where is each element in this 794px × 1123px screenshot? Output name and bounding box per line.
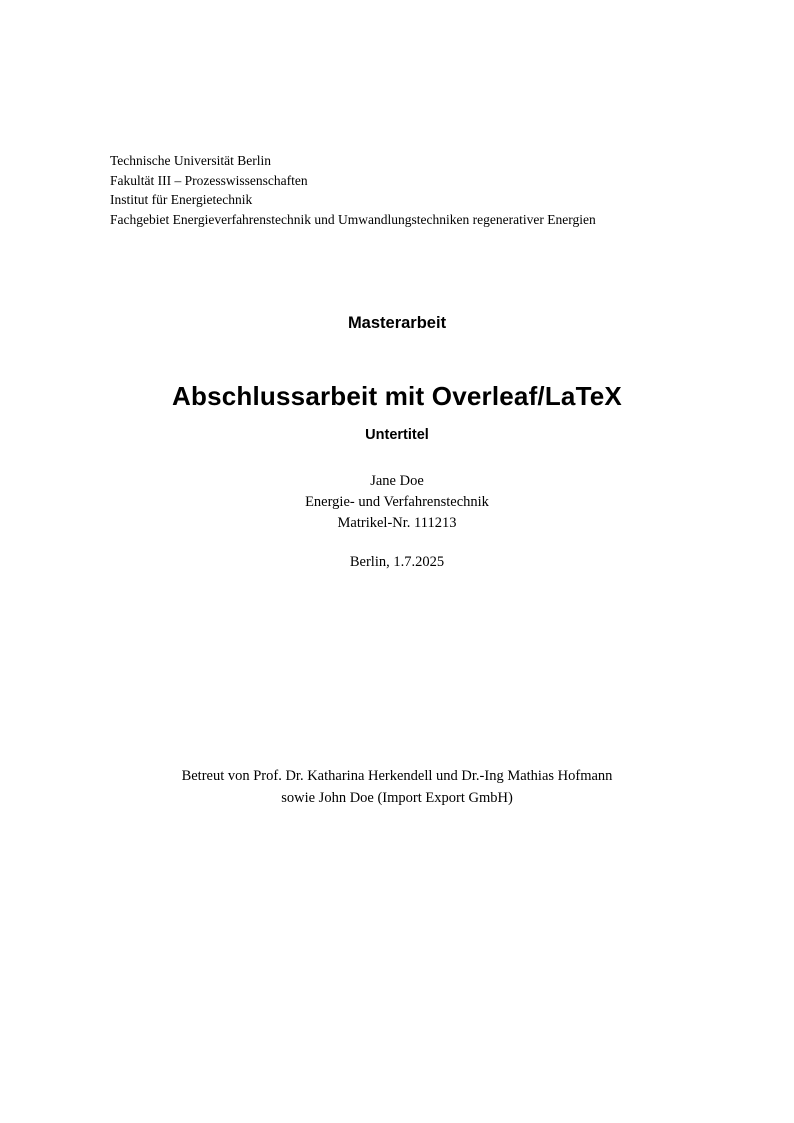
institution-line-university: Technische Universität Berlin: [110, 153, 272, 168]
institution-line-department: Fachgebiet Energieverfahrenstechnik und Umwandlungstechniken regenerativer Energien: [110, 211, 596, 227]
institution-block: [110, 151, 596, 229]
place-date: Berlin, 1.7.2025: [349, 554, 445, 570]
institution-line-faculty: Fakultät III – Prozesswissenschaften: [110, 172, 308, 188]
author-matriculation: Matrikel-Nr. 111213: [337, 515, 457, 531]
supervision-line-1: Betreut von Prof. Dr. Katharina Herkendell und Dr.-Ing Mathias Hofmann: [181, 768, 613, 784]
supervision-line-2: sowie John Doe (Import Export GmbH): [281, 789, 513, 806]
author-name: Jane Doe: [370, 473, 424, 489]
author-program: Energie- und Verfahrenstechnik: [305, 494, 489, 510]
thesis-subtitle: Untertitel: [365, 427, 429, 443]
institution-line-institute: Institut für Energietechnik: [110, 192, 253, 207]
author-block: [0, 471, 794, 534]
supervision-block: [0, 766, 794, 809]
thesis-title: Abschlussarbeit mit Overleaf/LaTeX: [172, 381, 622, 411]
thesis-type-heading: Masterarbeit: [347, 314, 447, 332]
